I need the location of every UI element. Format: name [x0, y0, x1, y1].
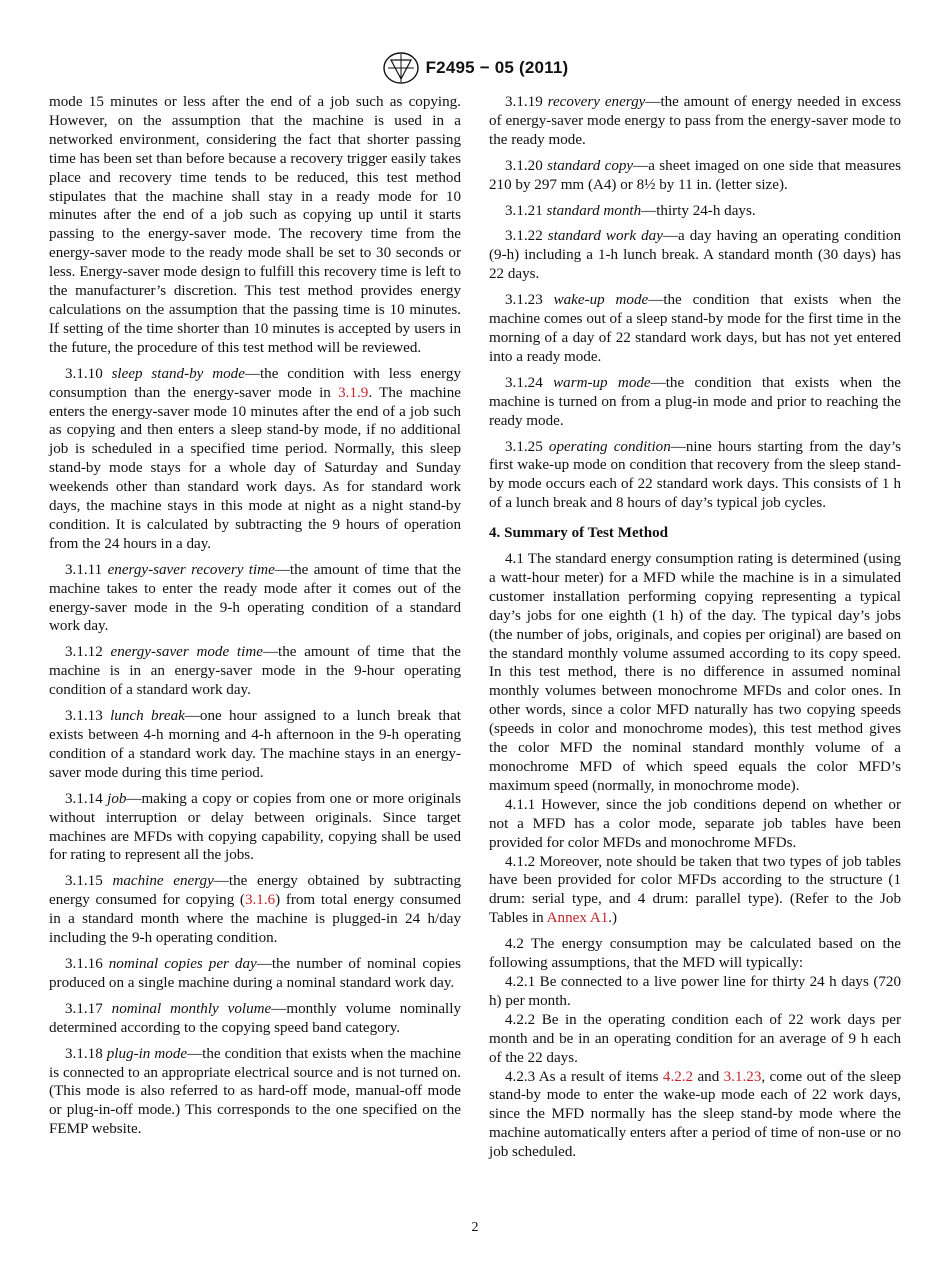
paragraph-4-2-2: 4.2.2 Be in the operating condition each of 22 work days per month and be in an operating condition for an average of 9 h each of the 22 days.: [489, 1011, 901, 1066]
term-sleep-stand-by-mode: sleep stand-by mode: [111, 365, 245, 382]
paragraph-4-1: 4.1 The standard energy consumption rating is determined (using a watt-hour meter) for a MFD while the machine is in a simulated customer installation performing copying representing a typical day’s jobs for one eighth (1 h) of the day. The typical day’s jobs (the number of jobs, originals, and copies per original) are based on the standard monthly volume assumed according to its copy speed. In this test method, there is no difference in assumed nominal monthly volumes between monochrome MFDs and color ones. In other words, since a color MFD naturally has two copying speeds (speeds in color and monochrome modes), this test method gives the color MFD the nominal standard monthly volume of a monochrome MFD of which speed equals the color MFD’s maximum speed (normally, in monochrome mode).: [489, 551, 901, 794]
paragraph-3-1-17: 3.1.17 nominal monthly volume—monthly volume nominally determined according to the copying speed band category.: [49, 1000, 461, 1036]
link-3-1-9[interactable]: 3.1.9: [338, 384, 369, 401]
link-3-1-6[interactable]: 3.1.6: [244, 892, 276, 909]
paragraph-4-2-1: 4.2.1 Be connected to a live power line for thirty 24 h days (720 h) per month.: [489, 973, 901, 1009]
left-column: [49, 93, 461, 1146]
link-annex-a1[interactable]: Annex A1: [546, 910, 609, 927]
link-4-2-2[interactable]: 4.2.2: [662, 1068, 694, 1085]
paragraph-3-1-23: 3.1.23 wake-up mode—the condition that exists when the machine comes out of a sleep stand-by mode for the first time in the morning of a day of 22 standard work days, but has not yet entered into a ready mode.: [489, 292, 902, 365]
paragraph-3-1-24: 3.1.24 warm-up mode—the condition that exists when the machine is turned on from a plug-in mode and prior to reaching the ready mode.: [489, 374, 901, 429]
paragraph-3-1-13: 3.1.13 lunch break—one hour assigned to a lunch break that exists between 4-h morning and 4-h afternoon in the 9-h operating condition of a standard work day. The machine stays in an energy-saver mode during this time period.: [49, 708, 461, 781]
page-header: [0, 50, 950, 86]
paragraph-3-1-21: 3.1.21 standard month—thirty 24-h days.: [505, 202, 756, 219]
paragraph-4-1-1: 4.1.1 However, since the job conditions depend on whether or not a MFD has a color mode, separate job tables have been provided for color MFDs and monochrome MFDs.: [489, 796, 901, 851]
paragraph-4-1-2: 4.1.2 Moreover, note should be taken that two types of job tables have been provided for color MFDs according to the structure (1 drum: serial type, and 4 drum: parallel type). (Refer to the Job Tables in Annex A1.): [489, 853, 901, 927]
link-3-1-23[interactable]: 3.1.23: [723, 1068, 762, 1085]
paragraph-4-2: 4.2 The energy consumption may be calculated based on the following assumptions, that the MFD will typically:: [489, 936, 901, 972]
paragraph-3-1-14: 3.1.14 job—making a copy or copies from one or more originals without interruption or delay between originals. Since target machines are MFDs with copying capability, copying shall be used for rating to represent all the jobs.: [49, 790, 461, 864]
paragraph-3-1-10: 3.1.10 sleep stand-by mode—the condition with less energy consumption than the energy-saver mode in 3.1.9. The machine enters the energy-saver mode 10 minutes after the end of a job such as copying and then enters a sleep stand-by mode, if no additional job is scheduled in a specified time period. Normally, this sleep stand-by mode stays for a whole day of Saturday and Sunday weekends other than standard work days. As for standard work days, the machine stays in this mode at night as a night stand-by condition. It is calculated by subtracting the 9 hours of operation from the 24 hours in a day.: [49, 365, 461, 552]
right-column: [489, 93, 901, 1162]
page-number: 2: [471, 1220, 479, 1235]
paragraph-3-1-15: 3.1.15 machine energy—the energy obtained by subtracting energy consumed for copying (3.1.6) from total energy consumed in a standard month where the machine is plugged-in 24 h/day including the 9-h operating condition.: [49, 873, 462, 947]
paragraph-4-2-3: 4.2.3 As a result of items 4.2.2 and 3.1.23, come out of the sleep stand-by mode to enter the wake-up mode each of 22 work days, since the MFD normally has the sleep stand-by mode where the machine automatically enters after a period of time of non-use or no job scheduled.: [489, 1068, 902, 1161]
paragraph-3-1-11: 3.1.11 energy-saver recovery time—the amount of time that the machine takes to enter the ready mode after it comes out of the energy-saver mode in the 9-h operating condition of a standard work day.: [49, 561, 461, 635]
paragraph-3-1-19: 3.1.19 recovery energy—the amount of energy needed in excess of energy-saver mode energy to pass from the energy-saver mode to the ready mode.: [489, 94, 901, 148]
astm-logo-icon: [382, 51, 420, 85]
paragraph-3-1-18: 3.1.18 plug-in mode—the condition that exists when the machine is connected to an appropriate electrical source and is not turned on. (This mode is also referred to as hard-off mode, manual-off mode or plug-in-off mode.) This corresponds to the one specified on the FEMP website.: [49, 1045, 461, 1138]
paragraph-3-1-22: 3.1.22 standard work day—a day having an operating condition (9-h) including a 1-h lunch break. A standard month (30 days) has 22 days.: [489, 228, 901, 283]
section-4-heading: 4. Summary of Test Method: [489, 525, 669, 542]
paragraph-3-1-20: 3.1.20 standard copy—a sheet imaged on one side that measures 210 by 297 mm (A4) or 8½ by 11 in. (letter size).: [489, 157, 902, 193]
paragraph-3-1-9-continued: mode 15 minutes or less after the end of a job such as copying. However, on the assumption that the machine is used in a networked environment, considering the fact that shorter passing time has been set than before because a recovery trigger easily takes place and recovery time tends to be reduced, this test method stipulates that the machine shall stay in a ready mode for 10 minutes after the end of a job such as copying up until it starts passing to the energy-saver mode. The recovery time from the energy-saver mode to the ready mode shall be set to 30 seconds or less. Energy-saver mode design to fulfill this recovery time is left to the manufacturer’s discretion. This test method provides energy calculations on the assumption that the passing time is 10 minutes. If setting of the time shorter than 10 minutes is accepted by users in the future, the procedure of this test method will be reviewed.: [49, 94, 461, 356]
paragraph-3-1-25: 3.1.25 operating condition—nine hours starting from the day’s first wake-up mode on condition that recovery from the sleep stand-by mode occurs each of 22 standard work days. This consists of 1 h of a lunch break and 8 hours of day’s typical job cycles.: [489, 438, 902, 512]
paragraph-3-1-12: 3.1.12 energy-saver mode time—the amount of time that the machine is in an energy-saver mode in the 9-hour operating condition of a standard work day.: [49, 644, 461, 699]
document-number: F2495 − 05 (2011): [425, 58, 569, 77]
paragraph-3-1-16: 3.1.16 nominal copies per day—the number of nominal copies produced on a single machine during a nominal standard work day.: [49, 955, 461, 991]
